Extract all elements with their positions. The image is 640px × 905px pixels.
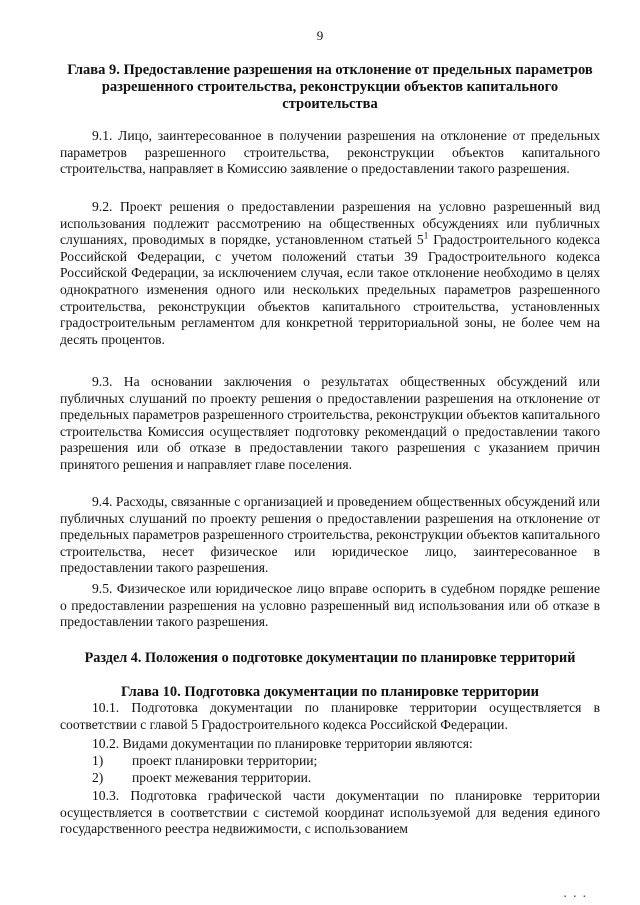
paragraph-10-3: 10.3. Подготовка графической части документации по планировке территории осуществляется в соответствии с системой координат используемой для ведения единого государственного реестра недвижимости, с использованием xyxy=(60,788,600,837)
paragraph-9-3: 9.3. На основании заключения о результатах общественных обсуждений или публичных слушаний по проекту решения о предоставлении разрешения на отклонение от предельных параметров разрешенного строительства, реконструкции объектов капитального строительства Комиссия осуществляет подготовку рекомендаций о предоставлении такого разрешения или об отказе в предоставлении такого разрешения с указанием причин принятого решения и направляет главе поселения. xyxy=(60,374,600,472)
list-item xyxy=(92,770,600,787)
paragraph-9-1: 9.1. Лицо, заинтересованное в получении разрешения на отклонение от предельных параметров разрешенного строительства, реконструкции объектов капитального строительства, направляет в Комиссию заявление о предоставлении такого разрешения. xyxy=(60,128,600,177)
paragraph-10-1: 10.1. Подготовка документации по планировке территории осуществляется в соответствии с главой 5 Градостроительного кодекса Российской Федерации. xyxy=(60,700,600,732)
list-item-text: проект планировки территории; xyxy=(132,753,318,768)
chapter-9-heading: Глава 9. Предоставление разрешения на отклонение от предельных параметров разрешенного строительства, реконструкции объектов капитального строительства xyxy=(67,62,593,112)
paragraph-9-2-part2: Градостроительного кодекса Российской Федерации, с учетом положений статьи 39 Градостроительного кодекса Российской Федерации, за исключением случая, если такое отклонение необходимо в целях однократного изменения одного или нескольких предельных параметров разрешенного строительства, реконструкции объектов капитального строительства, установленных градостроительным регламентом для конкретной территориальной зоны, не более чем на десять процентов. xyxy=(60,232,600,347)
paragraph-9-2-part1: 9.2. Проект решения о предоставлении разрешения на условно разрешенный вид использования подлежит рассмотрению на общественных обсуждениях или публичных слушаниях, проводимых в порядке, установленном статьей 5 xyxy=(60,199,600,248)
list-item-text: проект межевания территории. xyxy=(132,770,312,785)
list-item xyxy=(92,753,600,770)
scan-artifact-marks: ▪ ▪ ▪ xyxy=(564,894,589,900)
paragraph-10-2: 10.2. Видами документации по планировке территории являются: xyxy=(92,736,473,751)
page-number: 9 xyxy=(316,28,324,43)
chapter-10-heading: Глава 10. Подготовка документации по планировке территории xyxy=(120,684,540,700)
list-item-number: 1) xyxy=(92,753,104,768)
section-4-heading: Раздел 4. Положения о подготовке документации по планировке территорий xyxy=(84,650,576,666)
paragraph-9-4: 9.4. Расходы, связанные с организацией и проведением общественных обсуждений или публичных слушаний по проекту решения о предоставлении разрешения на отклонение от предельных параметров разрешенного строительства, реконструкции объектов капитального строительства, несет физическое или юридическое лицо, заинтересованное в предоставлении такого разрешения. xyxy=(60,494,600,576)
paragraph-9-2 xyxy=(60,199,600,348)
article-superscript: 1 xyxy=(423,230,429,241)
list-item-number: 2) xyxy=(92,770,104,785)
paragraph-9-5: 9.5. Физическое или юридическое лицо вправе оспорить в судебном порядке решение о предоставлении разрешения на условно разрешенный вид использования или об отказе в предоставлении такого разрешения. xyxy=(60,581,600,630)
